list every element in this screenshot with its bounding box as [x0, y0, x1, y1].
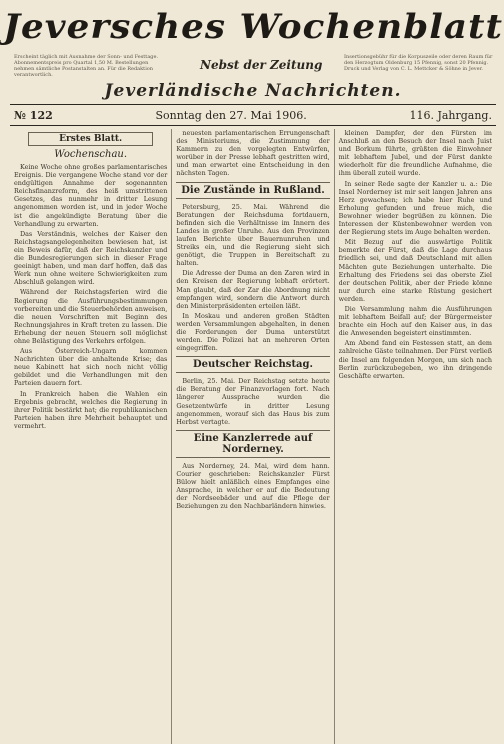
article-paragraph: Das Verständnis, welches der Kaiser den Reichstagsangelegenheiten bewiesen hat, ist ein Beweis dafür, daß der Reichskanzler und die Bundesregierungen sich in dieser Frage geeinigt haben, und man darf hoffen, daß das Werk nun ohne weitere Schwierigkeiten zum Abschluß gelangen wird.: [14, 229, 168, 287]
advertising-notice: Insertionsgebühr für die Korpuszeile oder deren Raum für den Herzogtum Oldenburg 15 Pfennig, sonst 20 Pfennig. Druck und Verlag von C. L. Mettcker & Söhne in Jever.: [344, 54, 493, 72]
article-paragraph: Mit Bezug auf die auswärtige Politik bemerkte der Fürst, daß die Lage durchaus friedlich sei, und daß Deutschland mit allen Mächten gute Beziehungen unterhalte. Die Erhaltung des Friedens sei das oberste Ziel der deutschen Politik, aber der Friede könne nur durch eine starke Rüstung gesichert werden.: [338, 238, 492, 303]
dateline: [10, 104, 496, 126]
masthead: [3, 0, 503, 54]
section-subhead: Wochenschau.: [54, 149, 128, 160]
article-paragraph: Petersburg, 25. Mai. Während die Beratungen der Reichsduma fortdauern, befinden sich die Verhältnisse im Innern des Landes in großer Unruhe. Aus den Provinzen laufen Berichte über Bauernunruhen und Streiks ein, und die Regierung sieht sich genötigt, die Truppen in Bereitschaft zu halten.: [176, 202, 330, 268]
article-paragraph: Am Abend fand ein Festessen statt, an dem zahlreiche Gäste teilnahmen. Der Fürst verließ die Insel am folgenden Morgen, um sich nach Berlin zurückzubegeben, wo ihn dringende Geschäfte erwarten.: [338, 339, 492, 380]
edition-label: Erstes Blatt.: [28, 132, 153, 146]
masthead-info-row: [10, 54, 496, 78]
article-paragraph: In seiner Rede sagte der Kanzler u. a.: Die Insel Norderney ist mir seit langen Jahren ans Herz gewachsen; ich habe hier Ruhe und Erholung gefunden und freue mich, die Bewohner wieder begrüßen zu können. Die Interessen der Küstenbewohner werden von der Regierung stets im Auge behalten werden.: [338, 179, 492, 237]
article-paragraph: Die Adresse der Duma an den Zaren wird in den Kreisen der Regierung lebhaft erörtert. Man glaubt, daß der Zar die Abordnung nicht empfangen wird, sondern die Antwort durch den Ministerpräsidenten erteilen läßt.: [176, 269, 330, 310]
article-paragraph: In Moskau und anderen großen Städten werden Versammlungen abgehalten, in denen die Forderungen der Duma unterstützt werden. Die Polizei hat an mehreren Orten eingegriffen.: [176, 311, 330, 353]
issue-date: Sonntag den 27. Mai 1906.: [155, 108, 307, 122]
article-paragraph: Aus Norderney, 24. Mai, wird dem hann. Courier geschrieben: Reichskanzler Fürst Bülow hielt anläßlich eines Empfanges eine Ansprache, in welcher er auf die Bedeutung der Nordseebäder und auf die Pflege der Beziehungen zu den Nachbarländern hinwies.: [176, 461, 330, 511]
issue-volume: 116. Jahrgang.: [409, 108, 492, 122]
article-columns: [10, 129, 496, 744]
article-paragraph: Aus Österreich-Ungarn kommen Nachrichten über die anhaltende Krise; das neue Kabinett hat sich noch nicht völlig gebildet und die Verhandlungen mit den Parteien dauern fort.: [14, 347, 168, 388]
article-paragraph: Während der Reichstagsferien wird die Regierung die Ausführungsbestimmungen vorbereiten und die Steuerbehörden anweisen, die neuen Vorschriften mit Beginn des Rechnungsjahres in Kraft treten zu lassen. Die Erhebung der neuen Steuern soll möglichst ohne Belästigung des Verkehrs erfolgen.: [14, 288, 168, 345]
column-3: [335, 129, 496, 744]
article-paragraph: In Frankreich haben die Wahlen ein Ergebnis gebracht, welches die Regierung in ihrer Politik bestärkt hat; die republikanischen Parteien haben ihre Mehrheit behauptet und vermehrt.: [14, 389, 168, 430]
article-paragraph: neuesten parlamentarischen Errungenschaft des Ministeriums, die Zustimmung der Kammern zu den vorgelegten Entwürfen, worüber in der Presse lebhaft gestritten wird, und man erwartet eine Entscheidung in den nächsten Tagen.: [176, 129, 330, 178]
subscription-notice: Erscheint täglich mit Ausnahme der Sonn- und Festtage. Abonnementspreis pro Quartal 1,50 M. Bestellungen nehmen sämtliche Postanstalten an. Für die Redaktion verantwortlich.: [14, 54, 159, 78]
newspaper-subtitle-row: [10, 78, 496, 104]
newspaper-subtitle: Jeverländische Nachrichten.: [104, 81, 402, 101]
article-headline: Deutscher Reichstag.: [176, 356, 329, 373]
newspaper-title: Jeversches Wochenblatt: [3, 7, 503, 47]
article-paragraph: Keine Woche ohne großes parlamentarisches Ereignis. Die vergangene Woche stand vor der endgültigen Annahme der sogenannten Reichsfinanzreform, des heiß umstrittenen Gesetzes, das nunmehr in dritter Lesung angenommen worden ist, und in jeder Woche ist die angekündigte Beratung über die Verhandlung zu erwarten.: [14, 163, 168, 228]
issue-number: № 122: [14, 108, 53, 122]
article-paragraph: kleinen Dampfer, der den Fürsten im Anschluß an den Besuch der Insel nach Juist und Borkum führte, grüßten die Einwohner mit lebhaftem Jubel, und der Fürst dankte wiederholt für die freundliche Aufnahme, die ihm überall zuteil wurde.: [338, 129, 492, 178]
supplement-note: Nebst der Zeitung: [200, 58, 323, 72]
column-1: [10, 129, 172, 744]
article-paragraph: Berlin, 25. Mai. Der Reichstag setzte heute die Beratung der Finanzvorlagen fort. Nach längerer Aussprache wurden die Gesetzentwürfe in dritter Lesung angenommen, worauf sich das Haus bis zum Herbst vertagte.: [176, 377, 330, 426]
article-headline: Eine Kanzlerrede auf Norderney.: [176, 430, 329, 458]
article-paragraph: Die Versammlung nahm die Ausführungen mit lebhaftem Beifall auf; der Bürgermeister brachte ein Hoch auf den Kaiser aus, in das die Anwesenden begeistert einstimmten.: [338, 304, 492, 338]
article-headline: Die Zustände in Rußland.: [176, 182, 329, 199]
column-2: [172, 129, 334, 744]
